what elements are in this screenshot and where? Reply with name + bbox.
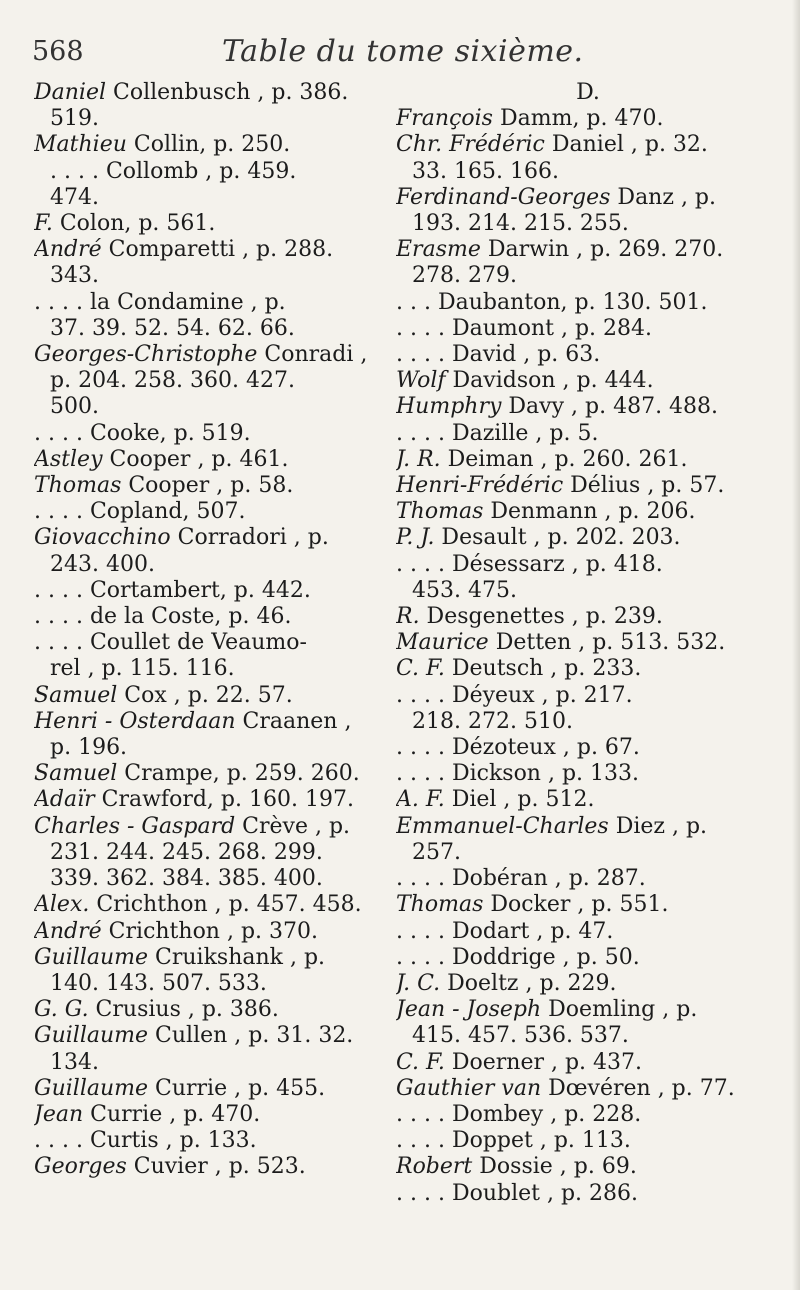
entry-text: Dœvéren , p. 77.: [541, 1075, 735, 1101]
index-entry: [34, 735, 390, 761]
page-number: 568: [32, 36, 84, 67]
index-entry: [396, 1102, 780, 1128]
given-name: Alex.: [34, 892, 90, 918]
index-entry: [34, 263, 390, 289]
given-name: Ferdinand-Georges: [396, 184, 611, 210]
given-name: Jean - Joseph: [396, 997, 542, 1023]
index-entry: [396, 80, 780, 106]
entry-text: 519.: [50, 106, 99, 132]
entry-text: Deutsch , p. 233.: [444, 656, 642, 682]
index-entry: [396, 368, 780, 394]
entry-text: Desault , p. 202. 203.: [434, 525, 681, 551]
entry-text: Crampe, p. 259. 260.: [117, 761, 360, 787]
index-entry: [34, 1076, 390, 1102]
index-entry: [396, 447, 780, 473]
index-entry: [34, 787, 390, 813]
given-name: André: [34, 237, 102, 263]
entry-text: . . . . Cooke, p. 519.: [34, 420, 251, 446]
entry-text: . . . . Dickson , p. 133.: [396, 761, 640, 787]
entry-text: 339. 362. 384. 385. 400.: [50, 866, 323, 892]
index-entry: [34, 473, 390, 499]
index-entry: [34, 761, 390, 787]
index-entry: [34, 814, 390, 840]
entry-text: Crusius , p. 386.: [88, 997, 279, 1023]
entry-text: . . . . de la Coste, p. 46.: [34, 604, 292, 630]
given-name: Henri - Osterdaan: [34, 708, 236, 734]
entry-text: Doerner , p. 437.: [444, 1049, 643, 1075]
given-name: F.: [34, 211, 53, 237]
index-entry: [396, 814, 780, 840]
entry-text: 500.: [50, 394, 99, 420]
given-name: Thomas: [34, 473, 122, 499]
given-name: Maurice: [396, 630, 489, 656]
entry-text: p. 196.: [50, 735, 128, 761]
given-name: Charles - Gaspard: [34, 813, 236, 839]
index-entry: [34, 132, 390, 158]
index-entry: [396, 1050, 780, 1076]
entry-text: 453. 475.: [412, 577, 517, 603]
index-entry: [34, 211, 390, 237]
given-name: Humphry: [396, 394, 502, 420]
index-entry: [34, 709, 390, 735]
index-entry: [34, 683, 390, 709]
entry-text: 193. 214. 215. 255.: [412, 211, 629, 237]
given-name: Guillaume: [34, 1023, 149, 1049]
entry-text: Desgenettes , p. 239.: [419, 604, 663, 630]
given-name: A. F.: [396, 787, 445, 813]
index-entry: [396, 525, 780, 551]
given-name: Adaïr: [34, 787, 95, 813]
entry-text: Docker , p. 551.: [483, 892, 669, 918]
entry-text: 140. 143. 507. 533.: [50, 970, 267, 996]
given-name: Guillaume: [34, 1075, 149, 1101]
entry-text: . . . . David , p. 63.: [396, 342, 601, 368]
entry-text: Damm, p. 470.: [492, 106, 664, 132]
entry-text: Denmann , p. 206.: [483, 499, 696, 525]
entry-text: Crève , p.: [235, 813, 351, 839]
index-entry: [34, 421, 390, 447]
index-entry: [396, 1128, 780, 1154]
entry-text: . . . . Déyeux , p. 217.: [396, 682, 633, 708]
entry-text: Conradi ,: [257, 342, 368, 368]
index-entry: [396, 919, 780, 945]
entry-text: 134.: [50, 1049, 99, 1075]
entry-text: . . . . Copland, 507.: [34, 499, 246, 525]
given-name: Samuel: [34, 682, 118, 708]
entry-text: 343.: [50, 263, 99, 289]
index-entry: [34, 997, 390, 1023]
entry-text: 278. 279.: [412, 263, 517, 289]
entry-text: Crichthon , p. 370.: [101, 918, 319, 944]
entry-text: Diez , p.: [608, 813, 708, 839]
entry-text: Cruikshank , p.: [148, 944, 326, 970]
entry-text: Collenbusch , p. 386.: [106, 80, 349, 105]
entry-text: . . . . Cortambert, p. 442.: [34, 577, 311, 603]
entry-text: . . . . Désessarz , p. 418.: [396, 551, 663, 577]
entry-text: Doemling , p.: [541, 997, 698, 1023]
index-entry: [396, 604, 780, 630]
index-entry: [34, 159, 390, 185]
index-entry: [396, 473, 780, 499]
index-entry: [396, 892, 780, 918]
index-entry: [396, 709, 780, 735]
entry-text: . . . . la Condamine , p.: [34, 289, 286, 315]
index-entry: [34, 866, 390, 892]
entry-text: 243. 400.: [50, 551, 155, 577]
index-entry: [396, 237, 780, 263]
index-entry: [34, 919, 390, 945]
index-entry: [396, 997, 780, 1023]
given-name: Astley: [34, 446, 103, 472]
index-entry: [34, 1128, 390, 1154]
index-entry: [34, 971, 390, 997]
entry-text: 231. 244. 245. 268. 299.: [50, 839, 323, 865]
entry-text: . . . . Daumont , p. 284.: [396, 315, 653, 341]
index-entry: [396, 106, 780, 132]
entry-text: Craanen ,: [235, 708, 352, 734]
page-header: [32, 30, 772, 78]
entry-text: . . . . Coullet de Veaumo-: [34, 630, 307, 656]
index-entry: [34, 80, 390, 106]
entry-text: Crichthon , p. 457. 458.: [89, 892, 362, 918]
entry-text: Doeltz , p. 229.: [440, 970, 617, 996]
index-entry: [396, 342, 780, 368]
entry-text: Cooper , p. 461.: [102, 446, 289, 472]
entry-text: Délius , p. 57.: [563, 473, 725, 499]
given-name: J. C.: [396, 970, 441, 996]
index-entry: [34, 447, 390, 473]
given-name: Robert: [396, 1154, 473, 1180]
index-entry: [396, 499, 780, 525]
entry-text: Cooper , p. 58.: [121, 473, 294, 499]
given-name: Jean: [34, 1101, 84, 1127]
index-entry: [396, 552, 780, 578]
index-entry: [34, 499, 390, 525]
index-entry: [34, 394, 390, 420]
entry-text: . . . . Dézoteux , p. 67.: [396, 735, 640, 761]
index-entry: [34, 1050, 390, 1076]
index-column-left: [34, 80, 390, 1181]
entry-text: . . . . Doublet , p. 286.: [396, 1180, 639, 1206]
entry-text: . . . . Collomb , p. 459.: [50, 158, 297, 184]
entry-text: Cuvier , p. 523.: [126, 1154, 306, 1180]
index-entry: [34, 630, 390, 656]
entry-text: Colon, p. 561.: [52, 211, 216, 237]
given-name: C. F.: [396, 1049, 445, 1075]
entry-text: . . . . Dombey , p. 228.: [396, 1101, 642, 1127]
index-entry: [396, 945, 780, 971]
entry-text: Darwin , p. 269. 270.: [480, 237, 724, 263]
given-name: Giovacchino: [34, 525, 171, 551]
index-entry: [34, 1023, 390, 1049]
index-entry: [396, 683, 780, 709]
running-title: Table du tome sixième.: [222, 34, 584, 69]
given-name: R.: [396, 604, 420, 630]
given-name: François: [396, 106, 493, 132]
index-entry: [396, 1154, 780, 1180]
index-entry: [396, 316, 780, 342]
entry-text: . . . . Dobéran , p. 287.: [396, 866, 646, 892]
entry-text: . . . Daubanton, p. 130. 501.: [396, 289, 708, 315]
index-entry: [34, 1154, 390, 1180]
entry-text: Crawford, p. 160. 197.: [94, 787, 354, 813]
entry-text: . . . . Dazille , p. 5.: [396, 420, 599, 446]
index-entry: [396, 132, 780, 158]
index-entry: [34, 525, 390, 551]
index-entry: [396, 211, 780, 237]
given-name: C. F.: [396, 656, 445, 682]
entry-text: Danz , p.: [610, 184, 717, 210]
entry-text: Deiman , p. 260. 261.: [440, 446, 688, 472]
entry-text: 33. 165. 166.: [412, 158, 559, 184]
given-name: Chr. Frédéric: [396, 132, 545, 158]
entry-text: . . . . Doppet , p. 113.: [396, 1128, 631, 1154]
index-entry: [396, 290, 780, 316]
entry-text: p. 204. 258. 360. 427.: [50, 368, 295, 394]
given-name: P. J.: [396, 525, 435, 551]
entry-text: Currie , p. 455.: [148, 1075, 326, 1101]
index-entry: [34, 578, 390, 604]
entry-text: . . . . Curtis , p. 133.: [34, 1128, 257, 1154]
index-entry: [396, 159, 780, 185]
given-name: Thomas: [396, 499, 484, 525]
entry-text: Cox , p. 22. 57.: [117, 682, 293, 708]
entry-text: Daniel , p. 32.: [544, 132, 708, 158]
index-entry: [34, 656, 390, 682]
index-entry: [34, 290, 390, 316]
index-entry: [34, 604, 390, 630]
given-name: Samuel: [34, 761, 118, 787]
given-name: Gauthier van: [396, 1075, 542, 1101]
entry-text: Diel , p. 512.: [444, 787, 595, 813]
given-name: Wolf: [396, 368, 446, 394]
index-entry: [396, 1023, 780, 1049]
entry-text: 415. 457. 536. 537.: [412, 1023, 629, 1049]
index-entry: [396, 656, 780, 682]
entry-text: 37. 39. 52. 54. 62. 66.: [50, 315, 295, 341]
given-name: Henri-Frédéric: [396, 473, 564, 499]
entry-text: Comparetti , p. 288.: [101, 237, 334, 263]
given-name: Guillaume: [34, 944, 149, 970]
index-entry: [396, 735, 780, 761]
index-entry: [34, 368, 390, 394]
index-entry: [396, 394, 780, 420]
index-entry: [34, 840, 390, 866]
given-name: Erasme: [396, 237, 481, 263]
index-entry: [396, 787, 780, 813]
index-entry: [34, 316, 390, 342]
index-entry: [396, 1181, 780, 1207]
index-entry: [34, 892, 390, 918]
index-entry: [396, 630, 780, 656]
index-entry: [396, 840, 780, 866]
index-entry: [396, 761, 780, 787]
index-entry: [396, 263, 780, 289]
index-entry: [396, 971, 780, 997]
index-entry: [396, 185, 780, 211]
entry-text: Detten , p. 513. 532.: [488, 630, 726, 656]
given-name: Mathieu: [34, 132, 127, 158]
given-name: G. G.: [34, 997, 89, 1023]
index-entry: [34, 106, 390, 132]
index-column-right: [396, 80, 780, 1207]
entry-text: Currie , p. 470.: [83, 1101, 261, 1127]
given-name: J. R.: [396, 446, 441, 472]
entry-text: 218. 272. 510.: [412, 708, 573, 734]
given-name: Emmanuel-Charles: [396, 813, 609, 839]
index-entry: [396, 1076, 780, 1102]
index-entry: [34, 945, 390, 971]
index-entry: [34, 342, 390, 368]
given-name: Thomas: [396, 892, 484, 918]
entry-text: Dossie , p. 69.: [472, 1154, 637, 1180]
index-entry: [396, 421, 780, 447]
given-name: Daniel: [34, 80, 107, 105]
entry-text: D.: [576, 80, 600, 105]
index-entry: [396, 578, 780, 604]
given-name: Georges: [34, 1154, 127, 1180]
index-entry: [34, 185, 390, 211]
entry-text: rel , p. 115. 116.: [50, 656, 235, 682]
entry-text: Collin, p. 250.: [126, 132, 291, 158]
page-edge: [792, 0, 800, 1290]
entry-text: . . . . Doddrige , p. 50.: [396, 944, 640, 970]
given-name: André: [34, 918, 102, 944]
given-name: Georges-Christophe: [34, 342, 258, 368]
index-entry: [396, 866, 780, 892]
entry-text: Corradori , p.: [170, 525, 329, 551]
entry-text: Davy , p. 487. 488.: [501, 394, 719, 420]
entry-text: 257.: [412, 839, 461, 865]
index-entry: [34, 552, 390, 578]
entry-text: Davidson , p. 444.: [445, 368, 654, 394]
index-entry: [34, 237, 390, 263]
entry-text: Cullen , p. 31. 32.: [148, 1023, 354, 1049]
entry-text: 474.: [50, 184, 99, 210]
index-entry: [34, 1102, 390, 1128]
entry-text: . . . . Dodart , p. 47.: [396, 918, 614, 944]
